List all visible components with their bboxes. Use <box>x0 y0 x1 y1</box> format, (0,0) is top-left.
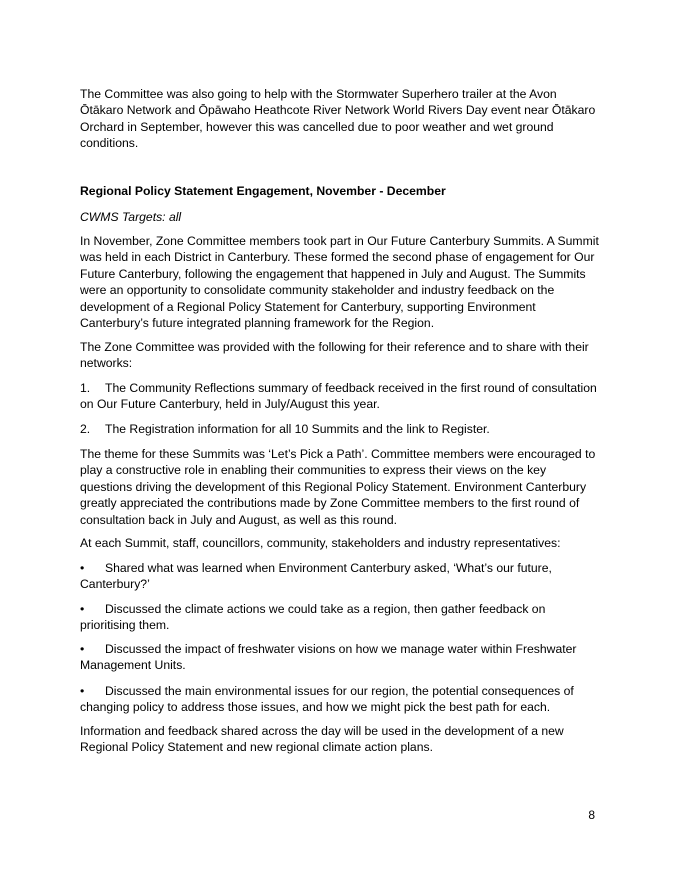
bullet-marker: • <box>80 684 85 698</box>
intro-paragraph: The Committee was also going to help with the Stormwater Superhero trailer at the Avon Ōtākaro Network and Ōpāwaho Heathcote River Network World Rivers Day event near Ōtākaro Orchard in September, however this was cancelled due to poor weather and wet ground conditions. <box>80 87 596 151</box>
bullet-marker: • <box>80 642 85 656</box>
list-number: 1. <box>80 381 91 395</box>
closing-paragraph: Information and feedback shared across the day will be used in the development of a new Regional Policy Statement and new regional climate action plans. <box>80 724 564 755</box>
list-item-text: The Community Reflections summary of feedback received in the first round of consultation on Our Future Canterbury, held in July/August this year. <box>80 381 597 412</box>
bullet-text: Discussed the main environmental issues for our region, the potential consequences of changing policy to address those issues, and how we might pick the best path for each. <box>80 684 574 715</box>
bullet-list-item <box>80 601 600 634</box>
document-page <box>80 0 600 873</box>
reference-intro-paragraph: The Zone Committee was provided with the following for their reference and to share with their networks: <box>80 340 589 371</box>
numbered-list-item <box>80 380 600 413</box>
bullet-marker: • <box>80 561 85 575</box>
page-number: 8 <box>588 808 595 822</box>
cwms-targets: CWMS Targets: all <box>80 210 182 224</box>
numbered-list-item <box>80 421 600 437</box>
list-item-text: The Registration information for all 10 Summits and the link to Register. <box>105 422 490 436</box>
bullet-text: Discussed the climate actions we could take as a region, then gather feedback on prioritising them. <box>80 602 546 633</box>
bullet-list-item <box>80 683 600 716</box>
bullet-text: Shared what was learned when Environment Canterbury asked, ‘What’s our future, Canterbury?’ <box>80 561 552 592</box>
bullet-list-item <box>80 560 600 593</box>
list-number: 2. <box>80 422 91 436</box>
theme-paragraph: The theme for these Summits was ‘Let’s Pick a Path’. Committee members were encouraged to play a constructive role in enabling their communities to express their views on the key questions driving the development of this Regional Policy Statement. Environment Canterbury greatly appreciated the contributions made by Zone Committee members to the first round of consultation back in July and August, as well as this round. <box>80 447 596 527</box>
bullet-text: Discussed the impact of freshwater visions on how we manage water within Freshwater Management Units. <box>80 642 577 673</box>
summit-activities-intro: At each Summit, staff, councillors, community, stakeholders and industry representatives: <box>80 536 561 550</box>
bullet-list-item <box>80 641 600 674</box>
summit-description-paragraph: In November, Zone Committee members took part in Our Future Canterbury Summits. A Summit was held in each District in Canterbury. These formed the second phase of engagement for Our Future Canterbury, following the engagement that happened in July and August. The Summits were an opportunity to consolidate community stakeholder and industry feedback on the development of a Regional Policy Statement for Canterbury, supporting Environment Canterbury’s future integrated planning framework for the Region. <box>80 234 599 331</box>
bullet-marker: • <box>80 602 85 616</box>
section-heading: Regional Policy Statement Engagement, November - December <box>80 184 446 198</box>
